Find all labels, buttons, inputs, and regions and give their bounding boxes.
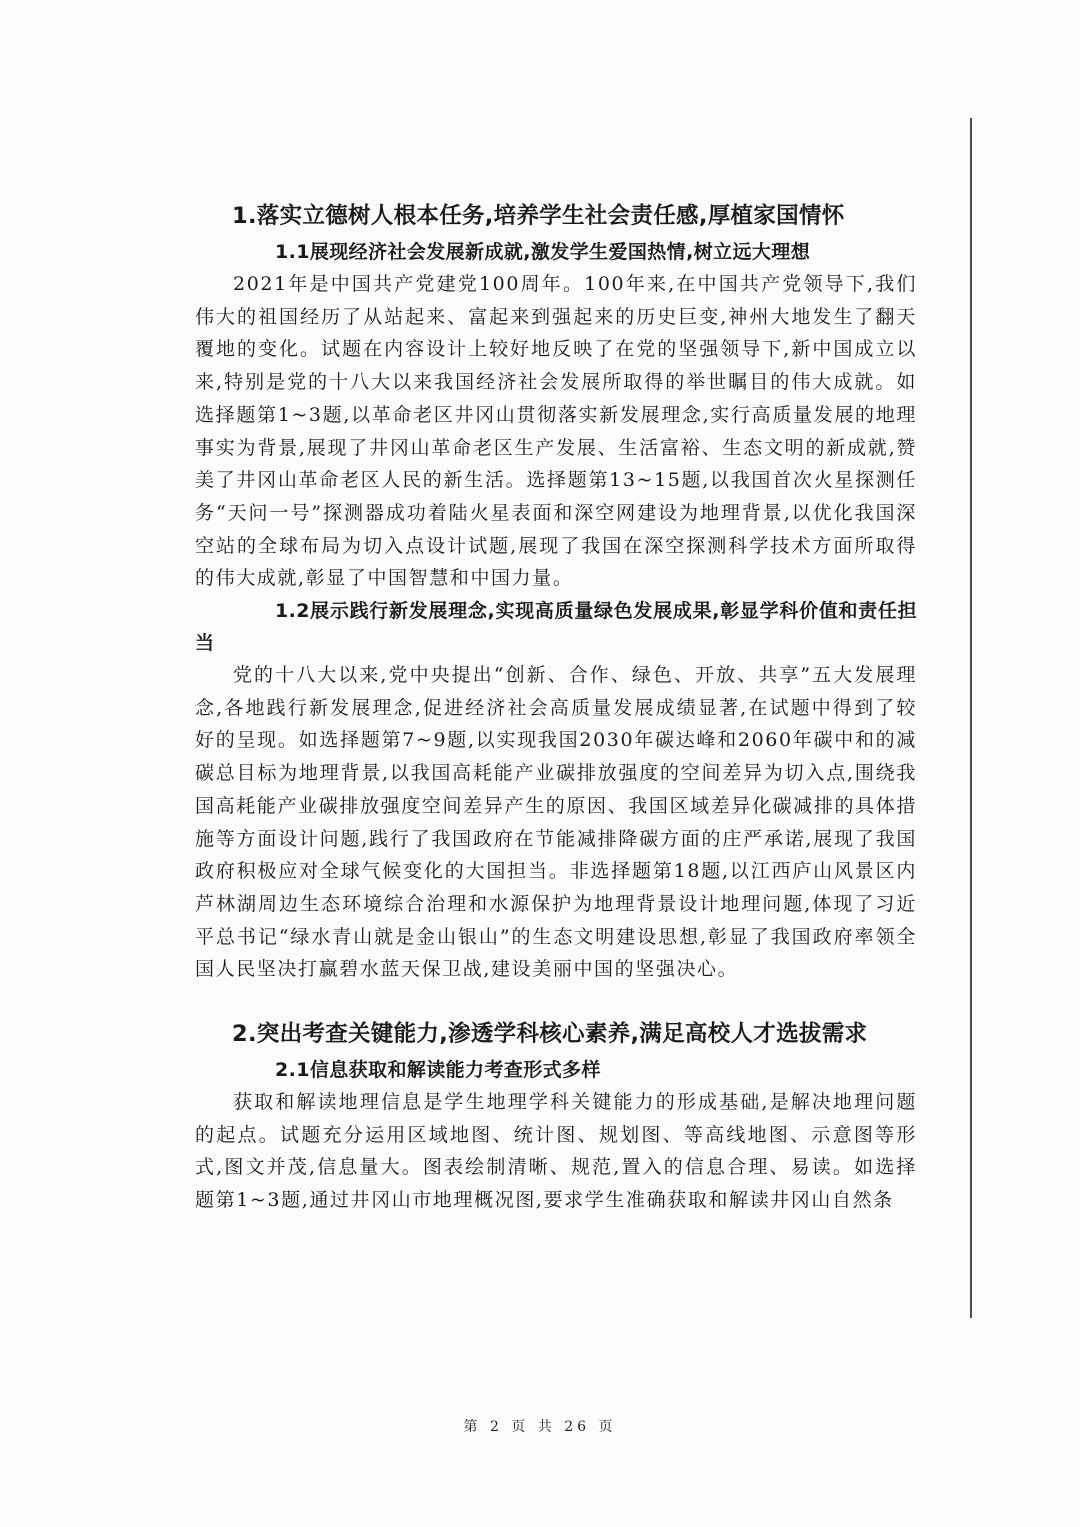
subsection-number: 1.1	[275, 241, 310, 263]
subsection-heading: 信息获取和解读能力考查形式多样	[309, 1059, 601, 1082]
paragraph-2-1: 获取和解读地理信息是学生地理学科关键能力的形成基础,是解决地理问题的起点。试题充分运用区域地图、统计图、规划图、等高线地图、示意图等形式,图文并茂,信息量大。图表绘制清晰、规范,置入的信息合理、易读。如选择题第1~3题,通过井冈山市地理概况图,要求学生准确获取和解读井冈山自然条	[195, 1091, 917, 1212]
section-title-2: 2.突出考查关键能力,渗透学科核心素养,满足高校人才选拔需求	[232, 1021, 868, 1048]
subsection-title-2-1	[195, 1054, 917, 1086]
subsection-title-1-2	[195, 595, 917, 659]
margin-rule	[970, 118, 972, 1318]
paragraph-1-1: 2021年是中国共产党建党100周年。100年来,在中国共产党领导下,我们伟大的祖国经历了从站起来、富起来到强起来的历史巨变,神州大地发生了翻天覆地的变化。试题在内容设计上较好地反映了在党的坚强领导下,新中国成立以来,特别是党的十八大以来我国经济社会发展所取得的举世瞩目的伟大成就。如选择题第1~3题,以革命老区井冈山贯彻落实新发展理念,实行高质量发展的地理事实为背景,展现了井冈山革命老区生产发展、生活富裕、生态文明的新成就,赞美了井冈山革命老区人民的新生活。选择题第13~15题,以我国首次火星探测任务“天问一号”探测器成功着陆火星表面和深空网建设为地理背景,以优化我国深空站的全球布局为切入点设计试题,展现了我国在深空探测科学技术方面所取得的伟大成就,彰显了中国智慧和中国力量。	[195, 273, 917, 590]
subsection-number: 1.2	[275, 600, 310, 623]
subsection-heading: 展示践行新发展理念,实现高质量绿色发展成果,彰显学科价值和责任担当	[195, 600, 917, 655]
paragraph-1-2: 党的十八大以来,党中央提出“创新、合作、绿色、开放、共享”五大发展理念,各地践行新发展理念,促进经济社会高质量发展成绩显著,在试题中得到了较好的呈现。如选择题第7~9题,以实现我国2030年碳达峰和2060年碳中和的减碳总目标为地理背景,以我国高耗能产业碳排放强度的空间差异为切入点,围绕我国高耗能产业碳排放强度空间差异产生的原因、我国区域差异化碳减排的具体措施等方面设计问题,践行了我国政府在节能减排降碳方面的庄严承诺,展现了我国政府积极应对全球气候变化的大国担当。非选择题第18题,以江西庐山风景区内芦林湖周边生态环境综合治理和水源保护为地理背景设计地理问题,体现了习近平总书记“绿水青山就是金山银山”的生态文明建设思想,彰显了我国政府率领全国人民坚决打赢碧水蓝天保卫战,建设美丽中国的坚强决心。	[195, 664, 917, 981]
page-content	[195, 196, 917, 1217]
subsection-title-1-1	[195, 236, 917, 268]
subsection-heading: 展现经济社会发展新成就,激发学生爱国热情,树立远大理想	[309, 241, 811, 263]
page-number-footer: 第 2 页 共 26 页	[463, 1419, 617, 1435]
section-title-1: 1.落实立德树人根本任务,培养学生社会责任感,厚植家国情怀	[232, 203, 845, 229]
subsection-number: 2.1	[275, 1059, 310, 1082]
